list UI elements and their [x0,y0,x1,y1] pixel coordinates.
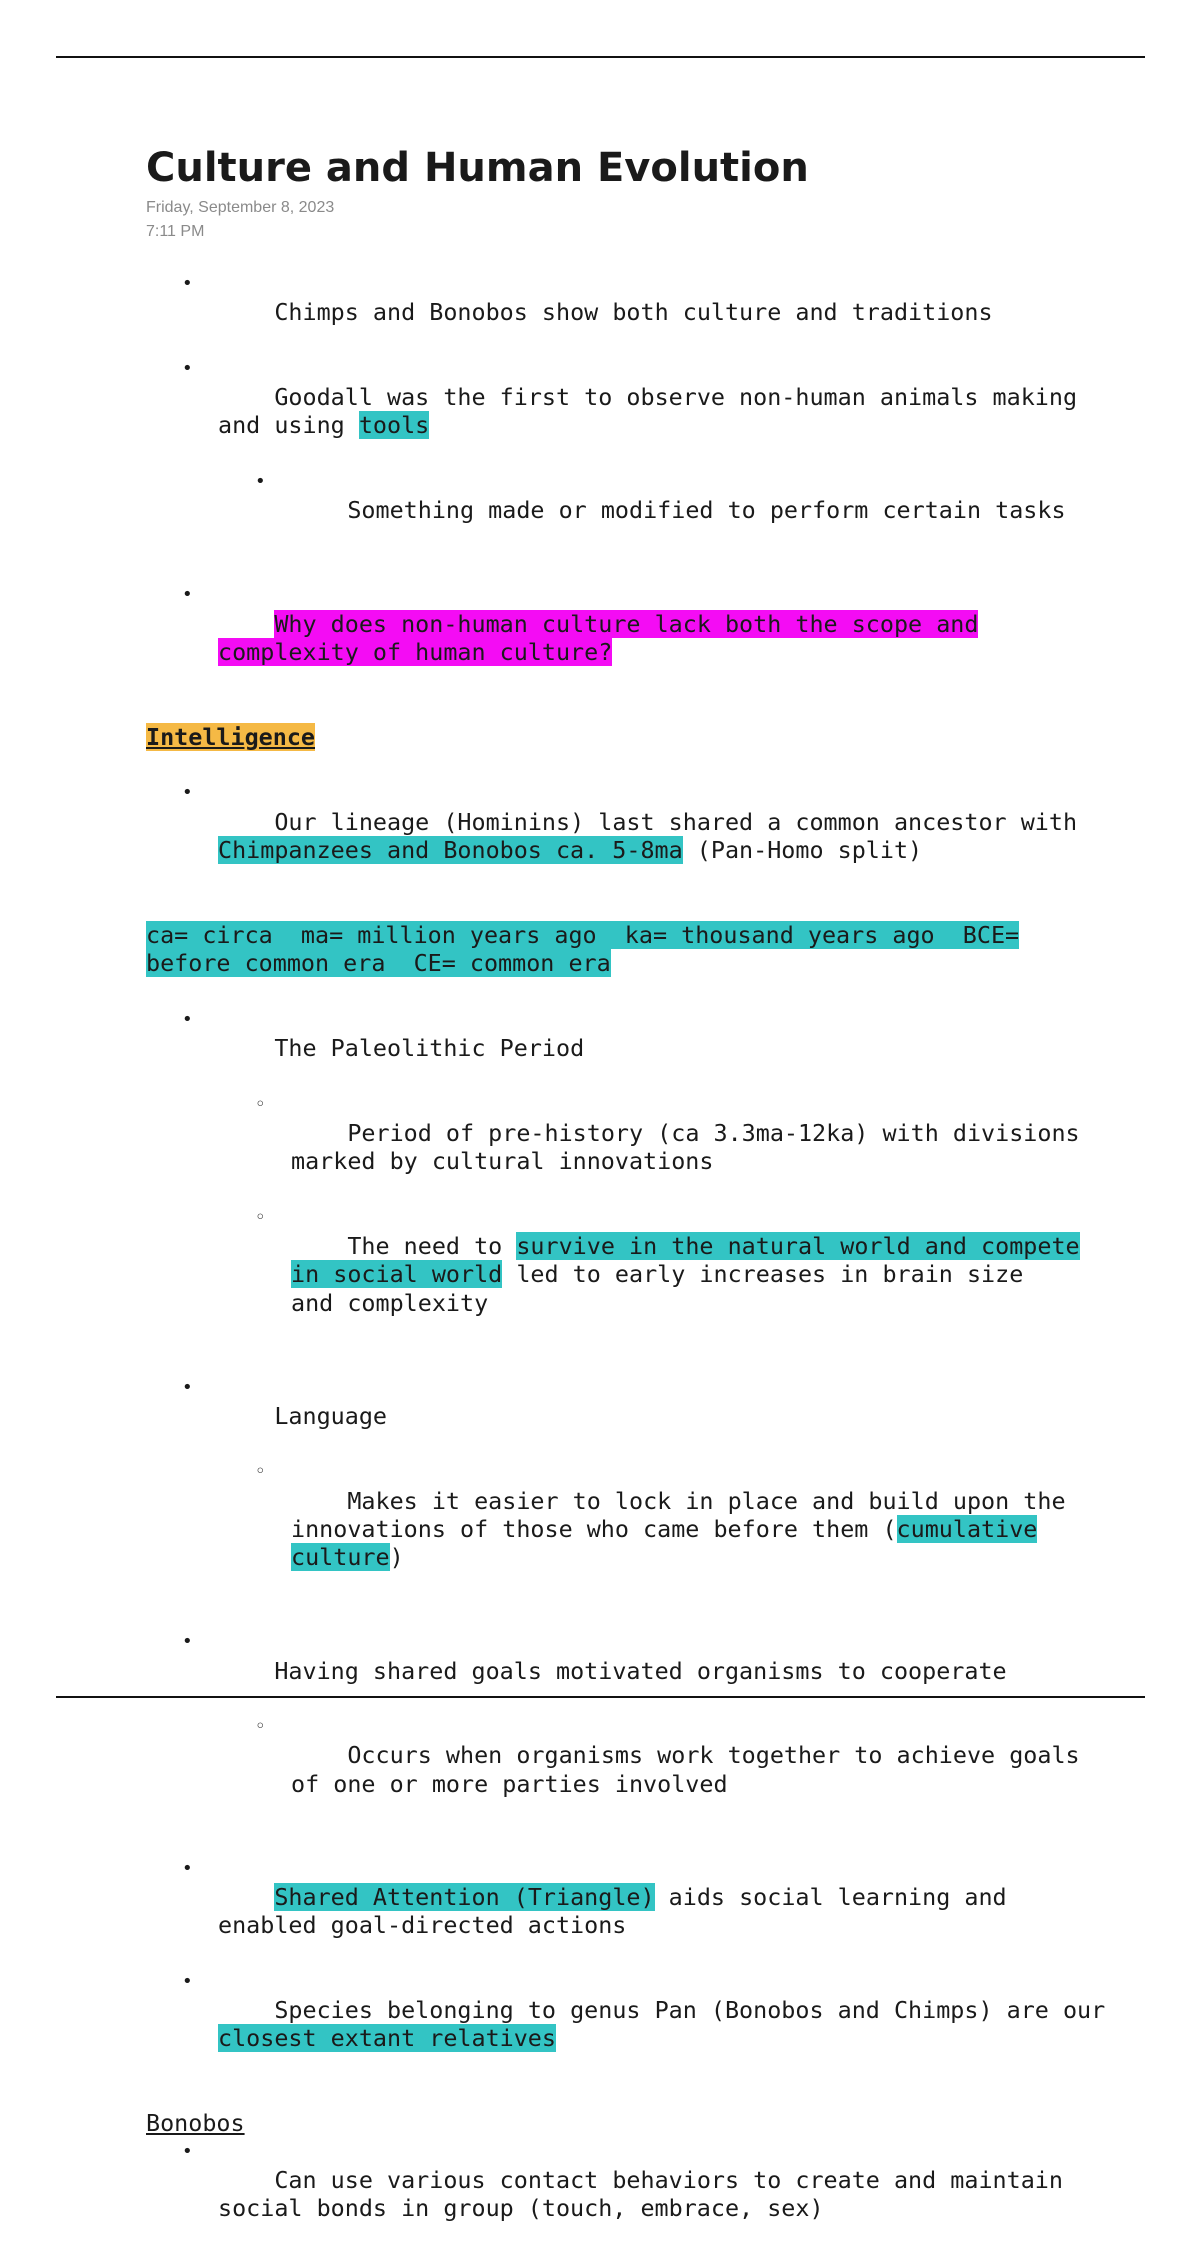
list-item [146,1968,1106,2081]
hollow-bullet-icon: ◦ [255,1206,266,1228]
item-text: (Pan-Homo split) [682,835,923,864]
bullet-icon: • [182,782,193,804]
bullet-icon: • [182,1857,193,1879]
sub-list-item [146,468,1106,553]
bullet-icon: • [182,1376,193,1398]
item-text: led to early increases in brain size and complexity [291,1260,1024,1317]
top-rule [56,56,1145,58]
question-highlight: Why does non-human culture lack both the scope and complexity of human culture? [218,609,979,666]
bullet-icon: • [182,357,193,379]
highlight: Shared Attention (Triangle) [274,1882,655,1911]
hollow-bullet-icon: ◦ [255,1093,266,1115]
sub-list-item [146,1091,1106,1204]
item-text: The need to [347,1232,517,1261]
list-item [146,1855,1106,1968]
bottom-rule [56,1696,1145,1698]
highlight: closest extant relatives [218,2024,556,2053]
bullet-icon: • [182,1008,193,1030]
item-text: Language [274,1401,388,1430]
bullet-icon: • [182,1970,193,1992]
item-text: Species belonging to genus Pan (Bonobos and Chimps) are our [274,1996,1106,2025]
item-text: Our lineage (Hominins) last shared a common ancestor with [274,807,1078,836]
item-text: Something made or modified to perform certain tasks [347,496,1066,525]
bullet-icon: • [182,1631,193,1653]
list-item [146,2138,1106,2251]
item-text: Occurs when organisms work together to achieve goals of one or more parties involved [291,1741,1080,1798]
section-heading-bonobos [146,2109,1106,2137]
highlight: cumulative culture [291,1515,1038,1572]
heading-text: Intelligence [146,722,315,751]
item-text: Period of pre-history (ca 3.3ma-12ka) with divisions marked by cultural innovations [291,1118,1080,1176]
highlight: survive in the natural world and compete in social world [291,1232,1080,1289]
item-text: Goodall was the first to observe non-human animals making and using [218,383,1078,440]
item-text: The Paleolithic Period [274,1034,585,1063]
list-item [146,581,1106,694]
bullet-icon: • [182,273,193,294]
item-text: Makes it easier to lock in place and build upon the innovations of those who came before them ( [291,1486,1066,1544]
bullet-icon: • [182,2140,193,2162]
list-item [146,355,1106,468]
item-text: aids social learning and enabled goal-directed actions [218,1882,1007,1940]
abbreviations-note [146,921,1106,978]
note-page [146,140,1106,2251]
bullet-icon: • [182,584,193,606]
list-item [146,1006,1106,1091]
item-text: ) [389,1543,404,1572]
highlight: Chimpanzees and Bonobos ca. 5-8ma [218,835,683,864]
sub-list-item [146,1458,1106,1599]
list-item [146,270,1106,355]
page-title: Culture and Human Evolution [146,145,809,191]
list-item [146,1374,1106,1459]
section-heading-intelligence [146,723,1106,751]
highlight: tools [358,411,430,440]
hollow-bullet-icon: ◦ [255,1716,266,1738]
sub-list-item [146,1204,1106,1345]
bullet-icon: • [255,471,266,493]
item-text: Chimps and Bonobos show both culture and traditions [274,298,993,327]
list-item [146,779,1106,892]
hollow-bullet-icon: ◦ [255,1461,266,1483]
note-date: Friday, September 8, 2023 [146,199,335,216]
item-text: Can use various contact behaviors to create and maintain social bonds in group (touch, embrace, sex) [218,2165,1063,2223]
list-item [146,1628,1106,1713]
heading-text: Bonobos [146,2109,245,2138]
highlight: ca= circa ma= million years ago ka= thousand years ago BCE= before common era CE= common era [146,920,1020,978]
sub-list-item [146,1713,1106,1826]
item-text: Having shared goals motivated organisms to cooperate [274,1656,1007,1685]
note-time: 7:11 PM [146,223,205,240]
